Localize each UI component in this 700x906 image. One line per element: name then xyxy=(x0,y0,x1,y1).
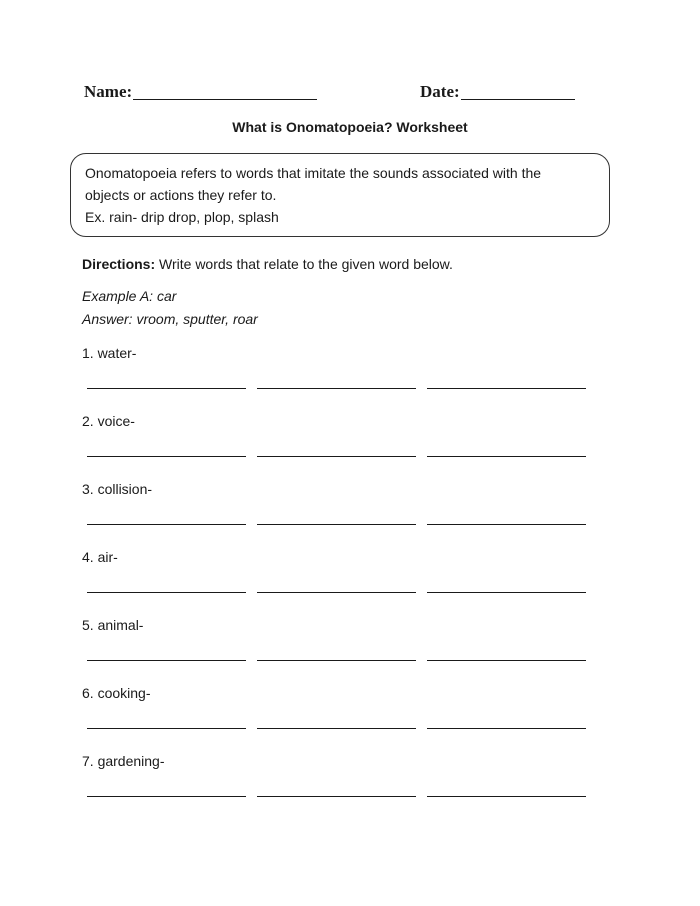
answer-blank-2[interactable] xyxy=(257,796,416,797)
answer-blank-1[interactable] xyxy=(87,660,246,661)
directions-label: Directions: xyxy=(82,256,156,272)
answer-blank-1[interactable] xyxy=(87,524,246,525)
question-item-7 xyxy=(82,753,602,813)
name-blank-line[interactable] xyxy=(133,99,317,100)
question-item-4 xyxy=(82,549,602,609)
definition-line-2: objects or actions they refer to. xyxy=(85,187,277,203)
name-label: Name: xyxy=(84,82,133,101)
question-label: 5. animal- xyxy=(82,617,144,633)
header-row xyxy=(84,82,604,106)
question-item-5 xyxy=(82,617,602,677)
question-label: 7. gardening- xyxy=(82,753,165,769)
answer-blank-2[interactable] xyxy=(257,524,416,525)
question-item-3 xyxy=(82,481,602,541)
answer-blank-1[interactable] xyxy=(87,456,246,457)
answer-blank-3[interactable] xyxy=(427,592,586,593)
question-label: 3. collision- xyxy=(82,481,153,497)
directions-text: Write words that relate to the given word below. xyxy=(155,256,453,272)
answer-blank-2[interactable] xyxy=(257,592,416,593)
example-answer: Answer: vroom, sputter, roar xyxy=(82,311,258,327)
date-label: Date: xyxy=(420,82,460,101)
answer-blank-2[interactable] xyxy=(257,456,416,457)
answer-blank-2[interactable] xyxy=(257,728,416,729)
question-item-1 xyxy=(82,345,602,405)
answer-blank-3[interactable] xyxy=(427,728,586,729)
directions xyxy=(82,256,453,272)
answer-blank-3[interactable] xyxy=(427,388,586,389)
answer-blank-1[interactable] xyxy=(87,728,246,729)
question-item-2 xyxy=(82,413,602,473)
definition-example: Ex. rain- drip drop, plop, splash xyxy=(85,209,279,225)
answer-blank-3[interactable] xyxy=(427,456,586,457)
answer-blank-2[interactable] xyxy=(257,660,416,661)
question-label: 2. voice- xyxy=(82,413,135,429)
answer-blank-3[interactable] xyxy=(427,524,586,525)
worksheet-title: What is Onomatopoeia? Worksheet xyxy=(232,119,468,135)
answer-blank-2[interactable] xyxy=(257,388,416,389)
answer-blank-3[interactable] xyxy=(427,660,586,661)
answer-blank-1[interactable] xyxy=(87,592,246,593)
question-label: 4. air- xyxy=(82,549,118,565)
definition-box xyxy=(70,153,610,237)
definition-line-1: Onomatopoeia refers to words that imitate the sounds associated with the xyxy=(85,165,542,181)
answer-blank-1[interactable] xyxy=(87,388,246,389)
example-prompt: Example A: car xyxy=(82,288,177,304)
question-label: 6. cooking- xyxy=(82,685,151,701)
date-blank-line[interactable] xyxy=(461,99,575,100)
answer-blank-3[interactable] xyxy=(427,796,586,797)
question-item-6 xyxy=(82,685,602,745)
answer-blank-1[interactable] xyxy=(87,796,246,797)
question-label: 1. water- xyxy=(82,345,137,361)
